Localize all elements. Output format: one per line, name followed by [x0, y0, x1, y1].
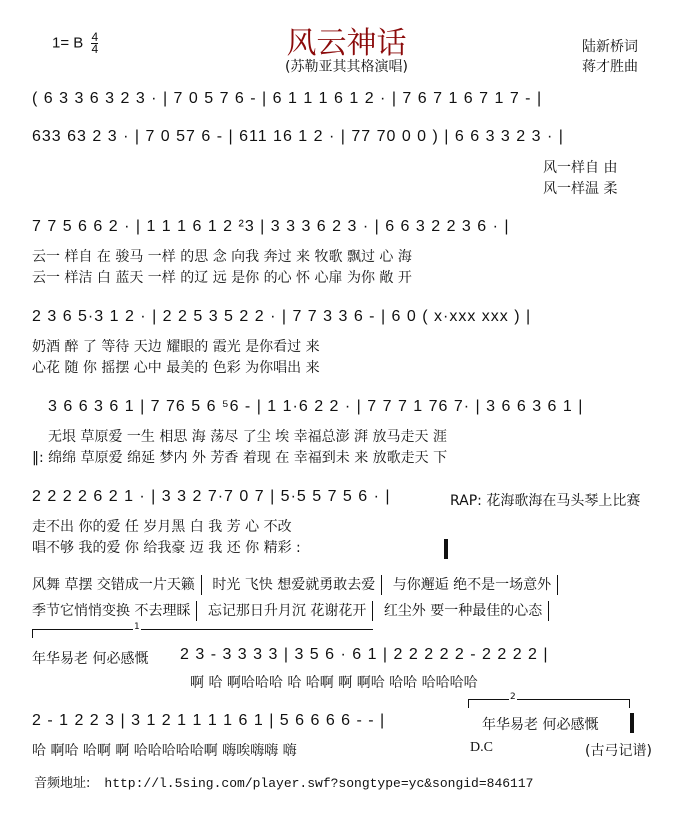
score-line-3: 7 7 5 6 6 2 · | 1 1 1 6 1 2 ²3 | 3 3 3 6 2 3 · | 6 6 3 2 2 3 6 · | [32, 218, 510, 235]
rap-phrase: 红尘外 要一种最佳的心态 [383, 603, 543, 619]
time-sig-numerator: 4 [91, 30, 99, 44]
lyric-line-3b: 云一 样洁 白 蓝天 一样 的辽 远 是你 的心 怀 心扉 为你 敞 开 [32, 270, 412, 286]
repeat-end-barline [444, 538, 448, 559]
lyric-line-4b: 心花 随 你 摇摆 心中 最美的 色彩 为你唱出 来 [32, 360, 320, 376]
lyric-line-8: 哈 啊哈 哈啊 啊 哈哈哈哈哈啊 嗨唉嗨嗨 嗨 [32, 743, 297, 759]
volta-bracket-1 [32, 622, 373, 638]
rap-line-1 [32, 574, 564, 595]
volta1-text: 年华易老 何必感慨 [32, 651, 149, 667]
score-line-1: ( 6 3 3 6 3 2 3 · | 7 0 5 7 6 - | 6 1 1 1 6 1 2 · | 7 6 7 1 6 7 1 7 - | [32, 90, 543, 107]
lyricist-credit: 陆新桥词 [582, 39, 638, 55]
rap-label: RAP: 花海歌海在马头琴上比赛 [450, 493, 641, 509]
audio-address-label: 音频地址: [34, 776, 91, 791]
lyric-line-6b: 唱不够 我的爱 你 给我豪 迈 我 还 你 精彩 : [32, 540, 301, 556]
volta-number: 1 [134, 622, 140, 632]
rap-line-2 [32, 600, 555, 621]
final-barline [630, 712, 634, 733]
rap-phrase: 忘记那日升月沉 花谢花开 [207, 603, 367, 619]
rap-phrase: 与你邂逅 绝不是一场意外 [392, 577, 552, 593]
lyric-line-7: 啊 哈 啊哈哈哈 哈 哈啊 啊 啊哈 哈哈 哈哈哈哈 [190, 675, 478, 691]
rap-phrase: 季节它悄悄变换 不去理睬 [32, 603, 191, 619]
lyric-line-4a: 奶酒 醉 了 等待 天边 耀眼的 霞光 是你看过 来 [32, 339, 320, 355]
lyric-line-6a: 走不出 你的爱 任 岁月黑 白 我 芳 心 不改 [32, 519, 292, 535]
lyric-line-2a: 风一样自 由 [543, 160, 618, 176]
lyric-line-5b: ‖: 绵绵 草原爱 绵延 梦内 外 芳香 着现 在 幸福到未 来 放歌走天 下 [32, 450, 448, 466]
song-title: 风云神话 [286, 26, 407, 61]
score-line-2: 633 63 2 3 · | 7 0 57 6 - | 611 16 1 2 · | 77 70 0 0 ) | 6 6 3 3 2 3 · | [32, 128, 564, 145]
da-capo-marking: D.C [470, 740, 493, 755]
lyric-line-5a: 无垠 草原爱 一生 相思 海 荡尽 了尘 埃 幸福总澎 湃 放马走天 涯 [48, 429, 447, 445]
key-label: 1= B [52, 34, 84, 52]
rap-phrase: 时光 飞快 想爱就勇敢去爱 [212, 577, 376, 593]
score-line-7: 2 3 - 3 3 3 3 | 3 5 6 · 6 1 | 2 2 2 2 2 - 2 2 2 2 | [180, 646, 549, 663]
audio-url-link[interactable]: http://l.5sing.com/player.swf?songtype=yc&songid=846117 [104, 776, 534, 791]
score-line-8: 2 - 1 2 2 3 | 3 1 2 1 1 1 1 6 1 | 5 6 6 6 6 - - | [32, 712, 386, 729]
lyric-line-2b: 风一样温 柔 [543, 181, 618, 197]
audio-address [34, 772, 533, 791]
lyric-line-3a: 云一 样自 在 骏马 一样 的思 念 向我 奔过 来 牧歌 飘过 心 海 [32, 249, 412, 265]
volta-number: 2 [510, 692, 516, 702]
composer-credit: 蒋才胜曲 [582, 59, 638, 75]
score-line-4: 2 3 6 5·3 1 2 · | 2 2 5 3 5 2 2 · | 7 7 3 3 6 - | 6 0 ( x·xxx xxx ) | [32, 308, 532, 325]
transcriber-credit: (古弓记谱) [585, 743, 652, 759]
singer-credit: (苏勒亚其其格演唱) [285, 59, 408, 75]
volta-bracket-2 [468, 692, 630, 708]
time-sig-denominator: 4 [91, 42, 99, 56]
volta2-text: 年华易老 何必感慨 [482, 717, 599, 733]
score-line-6: 2 2 2 2 6 2 1 · | 3 3 2 7·7 0 7 | 5·5 5 7 5 6 · | [32, 488, 391, 505]
rap-phrase: 风舞 草摆 交错成一片天籁 [32, 577, 195, 593]
score-line-5: 3 6 6 3 6 1 | 7 76 5 6 ⁵6 - | 1 1·6 2 2 · | 7 7 7 1 76 7· | 3 6 6 3 6 1 | [48, 398, 584, 415]
